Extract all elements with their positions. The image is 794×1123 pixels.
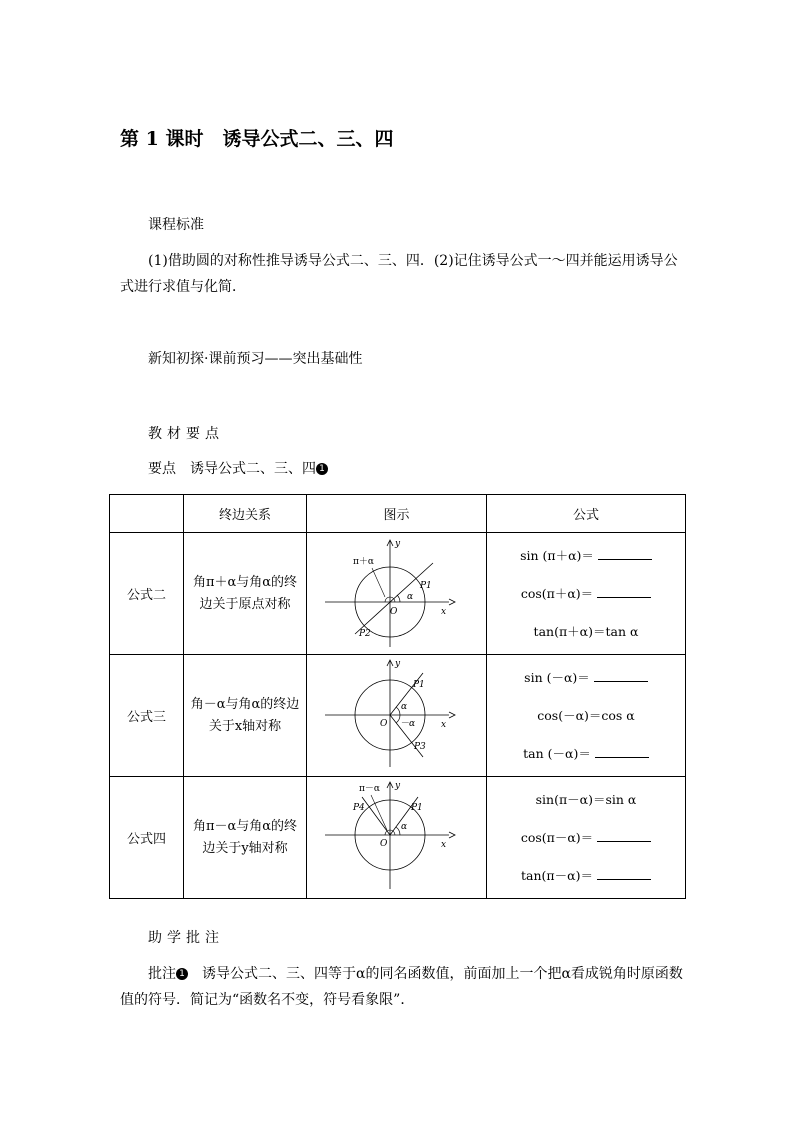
point-label: P1 (420, 581, 432, 591)
unit-circle-diagram (307, 533, 486, 650)
formula-text: cos(π＋α)＝ (520, 585, 594, 601)
y-axis-label: y (395, 539, 401, 549)
origin-label: O (390, 607, 398, 617)
point-label: P4 (353, 803, 365, 813)
formula-line (487, 575, 685, 613)
formula-line (487, 781, 685, 819)
point-label: P3 (414, 742, 426, 752)
table-header-cell: 公式 (487, 495, 686, 533)
formula-line (487, 735, 685, 773)
figure-cell (307, 655, 487, 777)
answer-blank[interactable] (597, 830, 651, 842)
note-label: 批注 (148, 966, 176, 982)
table-header-row (110, 495, 686, 533)
formula-cell (487, 533, 686, 655)
y-axis-label: y (395, 781, 401, 791)
formula-text: cos(π－α)＝ (520, 829, 594, 845)
formula-text: tan(π－α)＝ (521, 867, 593, 883)
point-label: P1 (413, 680, 425, 690)
formula-text: cos(－α)＝cos α (537, 707, 635, 723)
alpha-label: α (401, 822, 408, 832)
formula-line (487, 613, 685, 651)
formula-line (487, 697, 685, 735)
point-label: P2 (359, 629, 371, 639)
x-axis-label: x (441, 840, 447, 850)
terminal-side-relation: 角π－α与角α的终边关于y轴对称 (184, 777, 307, 899)
point-label: P1 (411, 803, 423, 813)
answer-blank[interactable] (597, 586, 651, 598)
formula-line (487, 659, 685, 697)
terminal-side-relation: 角π＋α与角α的终边关于原点对称 (184, 533, 307, 655)
formula-name: 公式二 (110, 533, 184, 655)
table-header-cell (110, 495, 184, 533)
formula-line (487, 819, 685, 857)
point-title-text: 要点 诱导公式二、三、四 (148, 461, 316, 477)
unit-circle-diagram (307, 777, 486, 894)
formula-name: 公式三 (110, 655, 184, 777)
answer-blank[interactable] (594, 670, 648, 682)
answer-blank[interactable] (597, 868, 651, 880)
table-header-cell: 终边关系 (184, 495, 307, 533)
note-marker-icon: 1 (176, 968, 188, 980)
origin-label: O (380, 839, 388, 849)
x-axis-label: x (441, 607, 447, 617)
formula-cell (487, 777, 686, 899)
note-paragraph (120, 961, 690, 1013)
unit-circle-diagram (307, 655, 486, 772)
course-standard-text: (1)借助圆的对称性推导诱导公式二、三、四．(2)记住诱导公式一～四并能运用诱导公式进行求值与化简． (120, 253, 678, 295)
formula-text: tan(π＋α)＝tan α (533, 623, 639, 639)
formula-text: sin(π－α)＝sin α (535, 791, 637, 807)
page-title: 第 1 课时 诱导公式二、三、四 (120, 128, 394, 150)
angle-label: π－α (359, 784, 380, 794)
formula-text: sin (－α)＝ (524, 669, 590, 685)
formula-name: 公式四 (110, 777, 184, 899)
note-marker-icon[interactable]: 1 (316, 463, 328, 475)
terminal-side-relation: 角－α与角α的终边关于x轴对称 (184, 655, 307, 777)
table-header-cell: 图示 (307, 495, 487, 533)
alpha-label: α (407, 592, 414, 602)
formula-line (487, 857, 685, 895)
figure-cell (307, 533, 487, 655)
y-axis-label: y (395, 659, 401, 669)
point-title (148, 456, 328, 482)
neg-alpha-label: －α (400, 719, 416, 729)
new-knowledge-heading: 新知初探·课前预习——突出基础性 (148, 351, 363, 367)
table-row (110, 533, 686, 655)
origin-label: O (380, 719, 388, 729)
table-row (110, 777, 686, 899)
alpha-label: α (401, 702, 408, 712)
answer-blank[interactable] (598, 548, 652, 560)
notes-heading: 助学批注 (148, 930, 224, 946)
formula-table (109, 494, 686, 899)
figure-cell (307, 777, 487, 899)
formula-text: sin (π＋α)＝ (520, 547, 594, 563)
table-row (110, 655, 686, 777)
answer-blank[interactable] (595, 746, 649, 758)
formula-line (487, 537, 685, 575)
formula-text: tan (－α)＝ (523, 745, 591, 761)
note-text: 诱导公式二、三、四等于α的同名函数值，前面加上一个把α看成锐角时原函数值的符号．简记为“函数名不变，符号看象限”． (120, 966, 683, 1008)
course-standard-heading: 课程标准 (148, 217, 204, 233)
angle-label: π＋α (353, 557, 374, 567)
x-axis-label: x (441, 720, 447, 730)
textbook-points-heading: 教材要点 (148, 426, 224, 442)
formula-cell (487, 655, 686, 777)
